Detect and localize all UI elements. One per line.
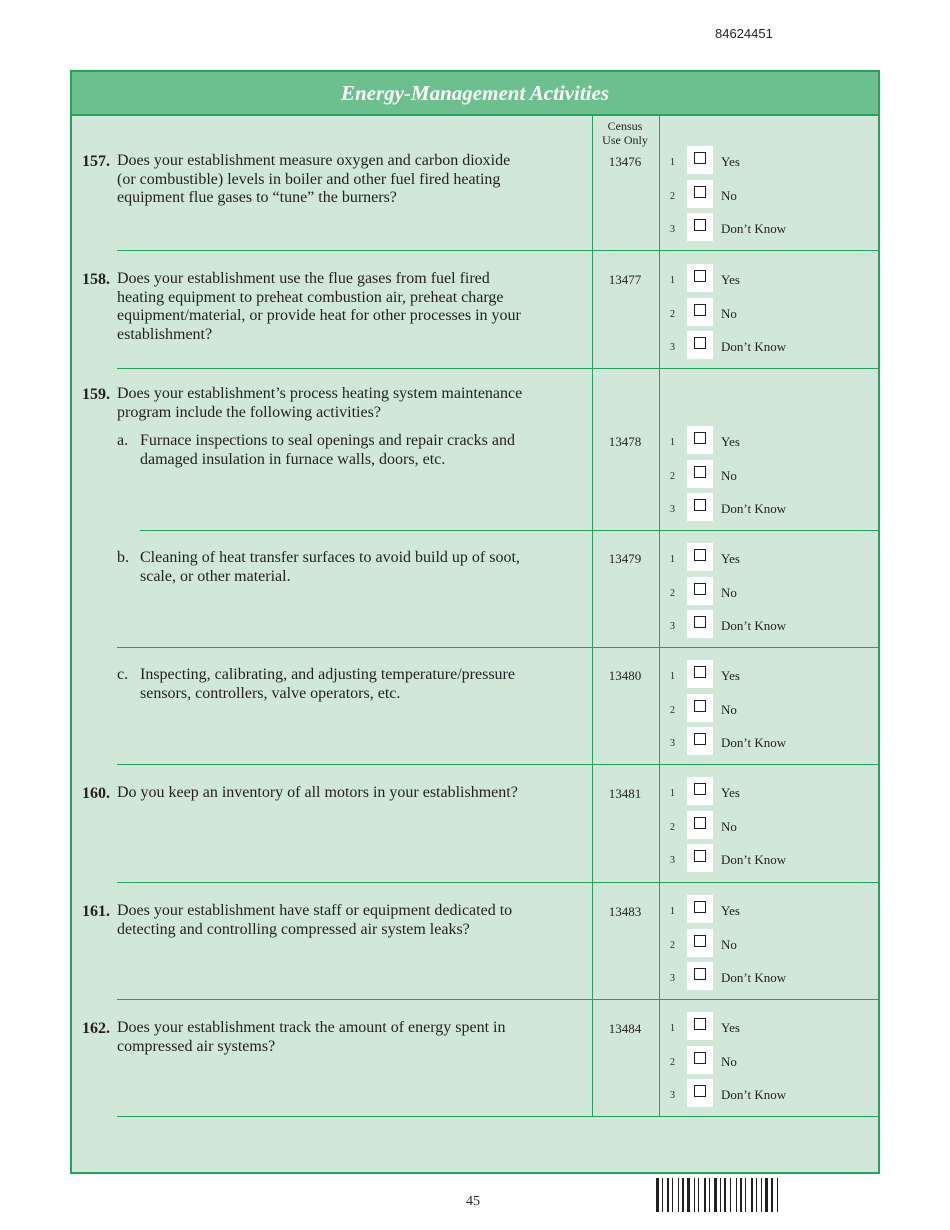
barcode-bar [736,1178,737,1212]
checkbox-square [694,270,706,282]
answer-checkbox[interactable] [687,694,713,722]
barcode-bar [740,1178,742,1212]
answer-checkbox[interactable] [687,610,713,638]
option-label: No [721,702,737,717]
answer-checkbox[interactable] [687,727,713,755]
option-label: Don’t Know [721,735,787,750]
checkbox-square [694,152,706,164]
census-code: 13479 [608,551,642,566]
sub-item-text: Furnace inspections to seal openings and repair cracks and damaged insulation in furnace walls, doors, etc. [140,432,515,468]
barcode-bar [662,1178,663,1212]
option-label: Yes [721,154,740,169]
answer-checkbox[interactable] [687,1079,713,1107]
question-text: Do you keep an inventory of all motors in your establishment? [117,784,518,801]
barcode-bar [656,1178,659,1212]
option-number: 1 [670,554,675,565]
checkbox-square [694,466,706,478]
row-divider [117,368,878,369]
option-label: Don’t Know [721,1087,787,1102]
row-divider [140,530,878,531]
option-number: 2 [670,822,675,833]
answer-checkbox[interactable] [687,331,713,359]
barcode-bar [678,1178,679,1212]
answer-checkbox[interactable] [687,213,713,241]
barcode-bar [667,1178,669,1212]
checkbox-square [694,616,706,628]
barcode-bar [682,1178,684,1212]
option-label: No [721,468,737,483]
checkbox-square [694,968,706,980]
option-number: 2 [670,705,675,716]
barcode-bar [724,1178,726,1212]
option-number: 2 [670,588,675,599]
row-divider [117,1116,878,1117]
page-number: 45 [466,1194,480,1209]
answer-checkbox[interactable] [687,777,713,805]
option-number: 2 [670,940,675,951]
census-code: 13484 [608,1021,642,1036]
option-number: 3 [670,342,675,353]
answer-checkbox[interactable] [687,493,713,521]
option-number: 1 [670,1023,675,1034]
option-number: 3 [670,621,675,632]
option-number: 2 [670,1057,675,1068]
barcode-bar [720,1178,721,1212]
option-label: Don’t Know [721,339,787,354]
checkbox-square [694,935,706,947]
option-number: 3 [670,224,675,235]
answer-checkbox[interactable] [687,1046,713,1074]
question-number: 159. [82,386,110,403]
column-divider-left [592,114,593,1117]
row-divider [117,647,878,648]
option-number: 2 [670,309,675,320]
checkbox-square [694,733,706,745]
option-number: 1 [670,275,675,286]
checkbox-square [694,337,706,349]
checkbox-square [694,901,706,913]
row-divider [117,250,878,251]
option-number: 3 [670,504,675,515]
census-use-only-header [592,119,658,147]
sub-item-label: b. [117,549,129,566]
checkbox-square [694,1052,706,1064]
row-divider [117,999,878,1000]
option-label: Don’t Know [721,970,787,985]
option-number: 1 [670,671,675,682]
checkbox-square [694,583,706,595]
option-number: 2 [670,191,675,202]
question-text: Does your establishment track the amount of energy spent in compressed air systems? [117,1019,506,1055]
barcode-bar [714,1178,717,1212]
option-label: No [721,1054,737,1069]
census-code: 13480 [608,668,642,683]
barcode-bar [751,1178,753,1212]
option-label: Yes [721,272,740,287]
barcode-bar [756,1178,757,1212]
barcode-bar [765,1178,768,1212]
sub-item-label: c. [117,666,129,683]
census-header-line-2: Use Only [602,133,648,147]
answer-checkbox[interactable] [687,543,713,571]
barcode-bar [761,1178,762,1212]
option-label: Don’t Know [721,618,787,633]
sub-item-text: Inspecting, calibrating, and adjusting temperature/pressure sensors, controllers, valve operators, etc. [140,666,515,702]
checkbox-square [694,1085,706,1097]
option-label: Don’t Know [721,852,787,867]
answer-checkbox[interactable] [687,811,713,839]
option-number: 2 [670,471,675,482]
checkbox-square [694,1018,706,1030]
question-number: 161. [82,903,110,920]
barcode-bar [730,1178,731,1212]
answer-checkbox[interactable] [687,577,713,605]
checkbox-square [694,219,706,231]
question-text: Does your establishment have staff or equipment dedicated to detecting and controlling compressed air system leaks? [117,902,513,938]
option-number: 3 [670,738,675,749]
answer-checkbox[interactable] [687,962,713,990]
barcode-bar [745,1178,746,1212]
question-number: 157. [82,153,110,170]
question-number: 160. [82,785,110,802]
census-code: 13478 [608,434,642,449]
option-number: 3 [670,973,675,984]
question-text: Does your establishment measure oxygen and carbon dioxide (or combustible) levels in boiler and other fuel fired heating equipment flue gases to “tune” the burners? [117,152,511,206]
option-label: Don’t Know [721,501,787,516]
option-label: No [721,937,737,952]
checkbox-square [694,850,706,862]
answer-checkbox[interactable] [687,929,713,957]
census-code: 13481 [608,786,642,801]
option-label: Yes [721,785,740,800]
checkbox-square [694,432,706,444]
option-number: 1 [670,437,675,448]
option-label: Yes [721,903,740,918]
option-number: 1 [670,788,675,799]
barcode [656,1178,838,1212]
answer-checkbox[interactable] [687,895,713,923]
census-header-line-1: Census [607,119,643,133]
question-text: Does your establishment’s process heating system maintenance program include the following activities? [117,385,523,421]
option-label: No [721,819,737,834]
barcode-bar [698,1178,699,1212]
row-divider [117,882,878,883]
option-number: 3 [670,1090,675,1101]
option-label: Yes [721,434,740,449]
answer-checkbox[interactable] [687,660,713,688]
option-label: No [721,188,737,203]
option-number: 3 [670,855,675,866]
answer-checkbox[interactable] [687,298,713,326]
option-number: 1 [670,157,675,168]
answer-checkbox[interactable] [687,426,713,454]
question-number: 158. [82,271,110,288]
answer-checkbox[interactable] [687,146,713,174]
checkbox-square [694,783,706,795]
barcode-bar [771,1178,773,1212]
checkbox-square [694,186,706,198]
checkbox-square [694,499,706,511]
section-title: Energy-Management Activities [72,72,878,116]
barcode-bar [777,1178,778,1212]
answer-checkbox[interactable] [687,844,713,872]
option-label: Yes [721,1020,740,1035]
row-divider [117,764,878,765]
form-id: 84624451 [715,26,773,41]
barcode-bar [704,1178,706,1212]
barcode-bar [709,1178,710,1212]
answer-checkbox[interactable] [687,460,713,488]
option-label: No [721,585,737,600]
census-code: 13477 [608,272,642,287]
sub-item-text: Cleaning of heat transfer surfaces to avoid build up of soot, scale, or other material. [140,549,520,585]
checkbox-square [694,304,706,316]
checkbox-square [694,549,706,561]
barcode-bar [672,1178,673,1212]
option-number: 1 [670,906,675,917]
option-label: Yes [721,551,740,566]
census-code: 13483 [608,904,642,919]
question-text: Does your establishment use the flue gases from fuel fired heating equipment to preheat combustion air, preheat charge equipment/material, or provide heat for other processes in your establishment? [117,270,521,343]
checkbox-square [694,817,706,829]
sub-item-label: a. [117,432,129,449]
column-divider-right [659,114,660,1117]
question-number: 162. [82,1020,110,1037]
barcode-bar [694,1178,695,1212]
census-code: 13476 [608,154,642,169]
checkbox-square [694,666,706,678]
checkbox-square [694,700,706,712]
answer-checkbox[interactable] [687,1012,713,1040]
option-label: No [721,306,737,321]
barcode-bar [687,1178,690,1212]
answer-checkbox[interactable] [687,264,713,292]
option-label: Don’t Know [721,221,787,236]
answer-checkbox[interactable] [687,180,713,208]
option-label: Yes [721,668,740,683]
